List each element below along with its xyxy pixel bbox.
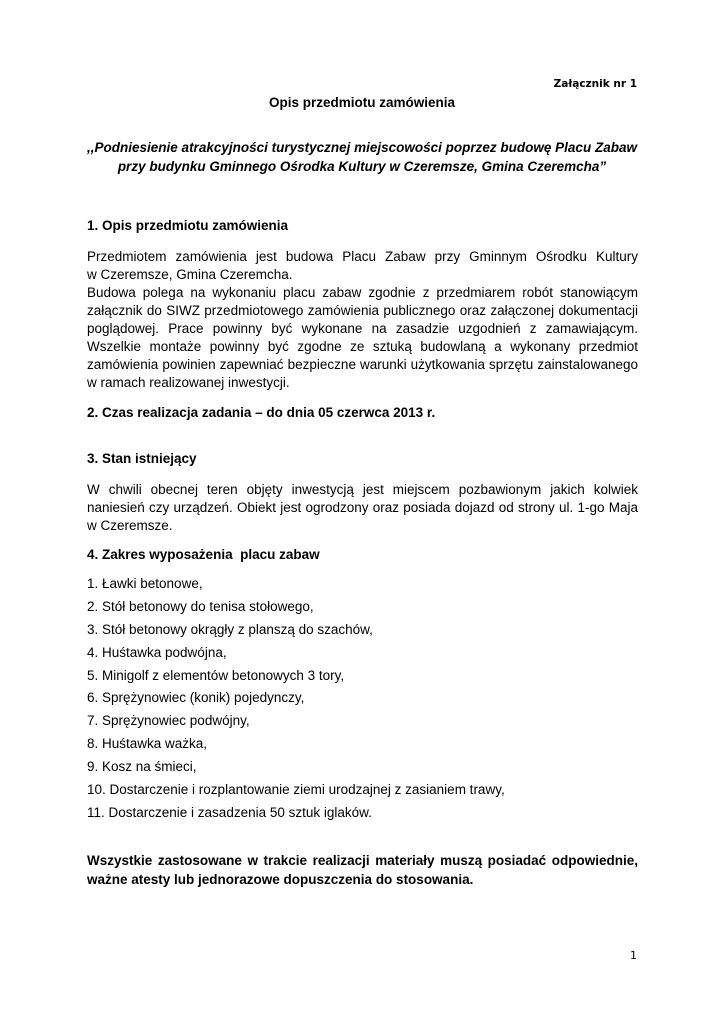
- section-3-heading: 3. Stan istniejący: [87, 451, 197, 466]
- equipment-list: [87, 575, 505, 827]
- closing-line: ważne atesty lub jednorazowe dopuszczenia do stosowania.: [87, 872, 474, 887]
- paragraph-line: W chwili obecnej teren objęty inwestycją jest miejscem pozbawionym jakich kolwiek: [87, 482, 638, 497]
- attachment-label: Załącznik nr 1: [553, 78, 637, 90]
- section-3-paragraph: [87, 481, 638, 535]
- project-title: [86, 138, 638, 176]
- document-title: Opis przedmiotu zamówienia: [268, 95, 456, 110]
- closing-statement: [87, 851, 638, 889]
- list-item: 11. Dostarczenie i zasadzenia 50 sztuk iglaków.: [87, 804, 372, 820]
- paragraph-line: w ramach realizowanej inwestycji.: [87, 375, 290, 390]
- paragraph-line: załącznik do SIWZ przedmiotowego zamówienia publicznego oraz załączonej dokumentacji: [87, 303, 638, 318]
- list-item: 2. Stół betonowy do tenisa stołowego,: [87, 598, 314, 614]
- list-item: 4. Huśtawka podwójna,: [87, 644, 227, 660]
- list-item: 1. Ławki betonowe,: [87, 576, 203, 591]
- paragraph-line: zamówienia powinien zapewniać bezpieczne warunki użytkowania sprzętu zainstalowanego: [87, 357, 638, 372]
- list-item: 7. Sprężynowiec podwójny,: [87, 713, 250, 729]
- section-2-heading: 2. Czas realizacja zadania – do dnia 05 czerwca 2013 r.: [87, 405, 436, 420]
- paragraph-line: Wszelkie montaże powinny być zgodne ze sztuką budowlaną a wykonany przedmiot: [87, 339, 638, 354]
- closing-line: Wszystkie zastosowane w trakcie realizacji materiały muszą posiadać odpowiednie,: [87, 853, 638, 868]
- page-number: 1: [630, 949, 637, 962]
- list-item: 10. Dostarczenie i rozplantowanie ziemi urodzajnej z zasianiem trawy,: [87, 782, 505, 798]
- list-item: 5. Minigolf z elementów betonowych 3 tory,: [87, 667, 345, 683]
- list-item: 6. Sprężynowiec (konik) pojedynczy,: [87, 690, 305, 706]
- paragraph-line: w Czeremsze.: [87, 518, 173, 533]
- list-item: 9. Kosz na śmieci,: [87, 759, 197, 775]
- section-4-heading: 4. Zakres wyposażenia placu zabaw: [87, 547, 320, 562]
- paragraph-line: poglądowej. Prace powinny być wykonane na zasadzie uzgodnień z zamawiającym.: [87, 321, 638, 336]
- project-title-line: przy budynku Gminnego Ośrodka Kultury w Czeremsze, Gmina Czeremcha”: [117, 159, 607, 174]
- project-title-line: ,,Podniesienie atrakcyjności turystycznej miejscowości poprzez budowę Placu Zabaw: [87, 140, 637, 155]
- paragraph-line: Przedmiotem zamówienia jest budowa Placu Zabaw przy Gminnym Ośrodku Kultury: [87, 249, 638, 264]
- section-1-heading: 1. Opis przedmiotu zamówienia: [87, 218, 289, 233]
- paragraph-line: Budowa polega na wykonaniu placu zabaw zgodnie z przedmiarem robót stanowiącym: [87, 285, 638, 300]
- section-1-paragraph: [87, 248, 638, 392]
- paragraph-line: w Czeremsze, Gmina Czeremcha.: [87, 267, 293, 282]
- paragraph-line: naniesień czy urządzeń. Obiekt jest ogrodzony oraz posiada dojazd od strony ul. 1-go Maja: [87, 500, 638, 515]
- list-item: 3. Stół betonowy okrągły z planszą do szachów,: [87, 621, 373, 637]
- list-item: 8. Huśtawka ważka,: [87, 736, 208, 752]
